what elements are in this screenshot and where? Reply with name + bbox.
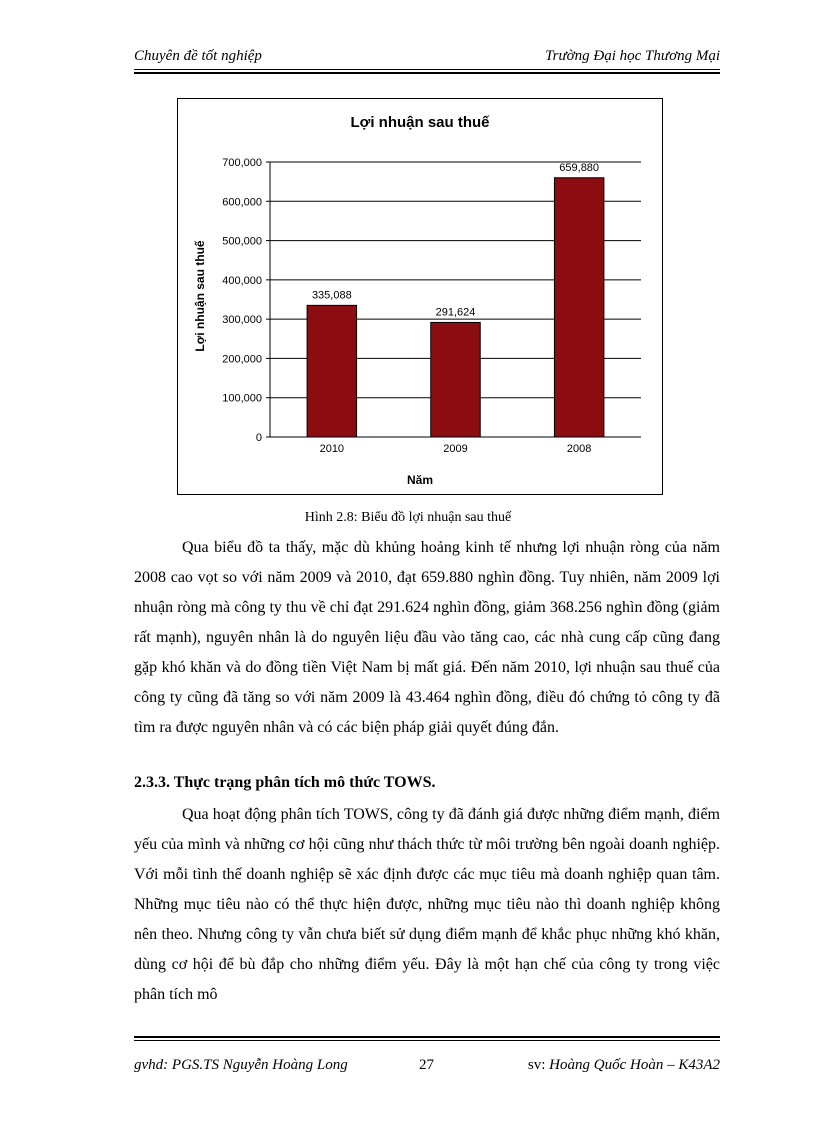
y-axis-label: Lợi nhuận sau thuế	[193, 240, 207, 352]
body-paragraph: Qua biểu đồ ta thấy, mặc dù khủng hoảng kinh tế nhưng lợi nhuận ròng của năm 2008 cao vọt so với năm 2009 và 2010, đạt 659.880 nghìn đồng. Tuy nhiên, năm 2009 lợi nhuận ròng mà công ty thu về chỉ đạt 291.624 nghìn đồng, giảm 368.256 nghìn đồng (giảm rất mạnh), nguyên nhân là do nguyên liệu đầu vào tăng cao, các nhà cung cấp cũng đang gặp khó khăn và do đồng tiền Việt Nam bị mất giá. Đến năm 2010, lợi nhuận sau thuế của công ty cũng đã tăng so với năm 2009 là 43.464 nghìn đồng, điều đó chứng tỏ công ty đã tìm ra được nguyên nhân và có các biện pháp giải quyết đúng đắn.	[134, 539, 720, 736]
footer-student-prefix: sv:	[527, 1057, 546, 1073]
y-tick-label: 600,000	[222, 196, 262, 209]
section-heading: 2.3.3. Thực trạng phân tích mô thức TOWS.	[134, 774, 436, 791]
bar-2010	[307, 305, 356, 437]
header-left: Chuyên đề tốt nghiệp	[134, 48, 262, 64]
y-tick-label: 400,000	[222, 274, 262, 287]
y-tick-label: 200,000	[222, 353, 262, 366]
x-axis-label: Năm	[406, 473, 433, 487]
footer-rule	[134, 1040, 720, 1041]
x-tick-label: 2010	[319, 443, 345, 455]
bar-2008	[554, 178, 603, 437]
footer-supervisor: gvhd: PGS.TS Nguyễn Hoàng Long	[134, 1057, 348, 1073]
x-tick-label: 2009	[443, 443, 468, 455]
page-number: 27	[419, 1057, 434, 1073]
y-tick-label: 0	[255, 432, 262, 444]
header-right: Trường Đại học Thương Mại	[545, 48, 720, 64]
chart-title: Lợi nhuận sau thuế	[350, 114, 490, 131]
bar-2009	[431, 322, 480, 437]
bar-value-label: 659,880	[559, 161, 600, 174]
y-tick-label: 500,000	[222, 235, 262, 248]
bar-value-label: 291,624	[435, 306, 476, 319]
bar-chart	[178, 99, 662, 494]
page-footer	[134, 1057, 720, 1079]
footer-student	[528, 1057, 720, 1074]
page-header	[134, 46, 720, 68]
footer-rule-thick	[134, 1036, 720, 1038]
y-tick-label: 300,000	[222, 314, 262, 327]
y-tick-label: 700,000	[222, 157, 262, 169]
chart-frame	[177, 98, 663, 495]
x-tick-label: 2008	[566, 443, 592, 455]
y-tick-label: 100,000	[222, 392, 262, 405]
bar-value-label: 335,088	[311, 289, 352, 302]
header-rule-thick	[134, 72, 720, 74]
body-paragraph: Qua hoạt động phân tích TOWS, công ty đã đánh giá được những điểm mạnh, điểm yếu của mình và những cơ hội cũng như thách thức từ môi trường bên ngoài doanh nghiệp. Với mỗi tình thế doanh nghiệp sẽ xác định được các mục tiêu mà doanh nghiệp quan tâm. Những mục tiêu nào có thể thực hiện được, những mục tiêu nào thì doanh nghiệp không nên theo. Nhưng công ty vẫn chưa biết sử dụng điểm mạnh để khắc phục những khó khăn, dùng cơ hội để bù đắp cho những điểm yếu. Đây là một hạn chế của công ty trong việc phân tích mô	[134, 806, 720, 1003]
footer-student-name: Hoàng Quốc Hoàn – K43A2	[549, 1057, 720, 1073]
figure-caption: Hình 2.8: Biểu đồ lợi nhuận sau thuế	[304, 510, 512, 525]
header-rule	[134, 69, 720, 70]
